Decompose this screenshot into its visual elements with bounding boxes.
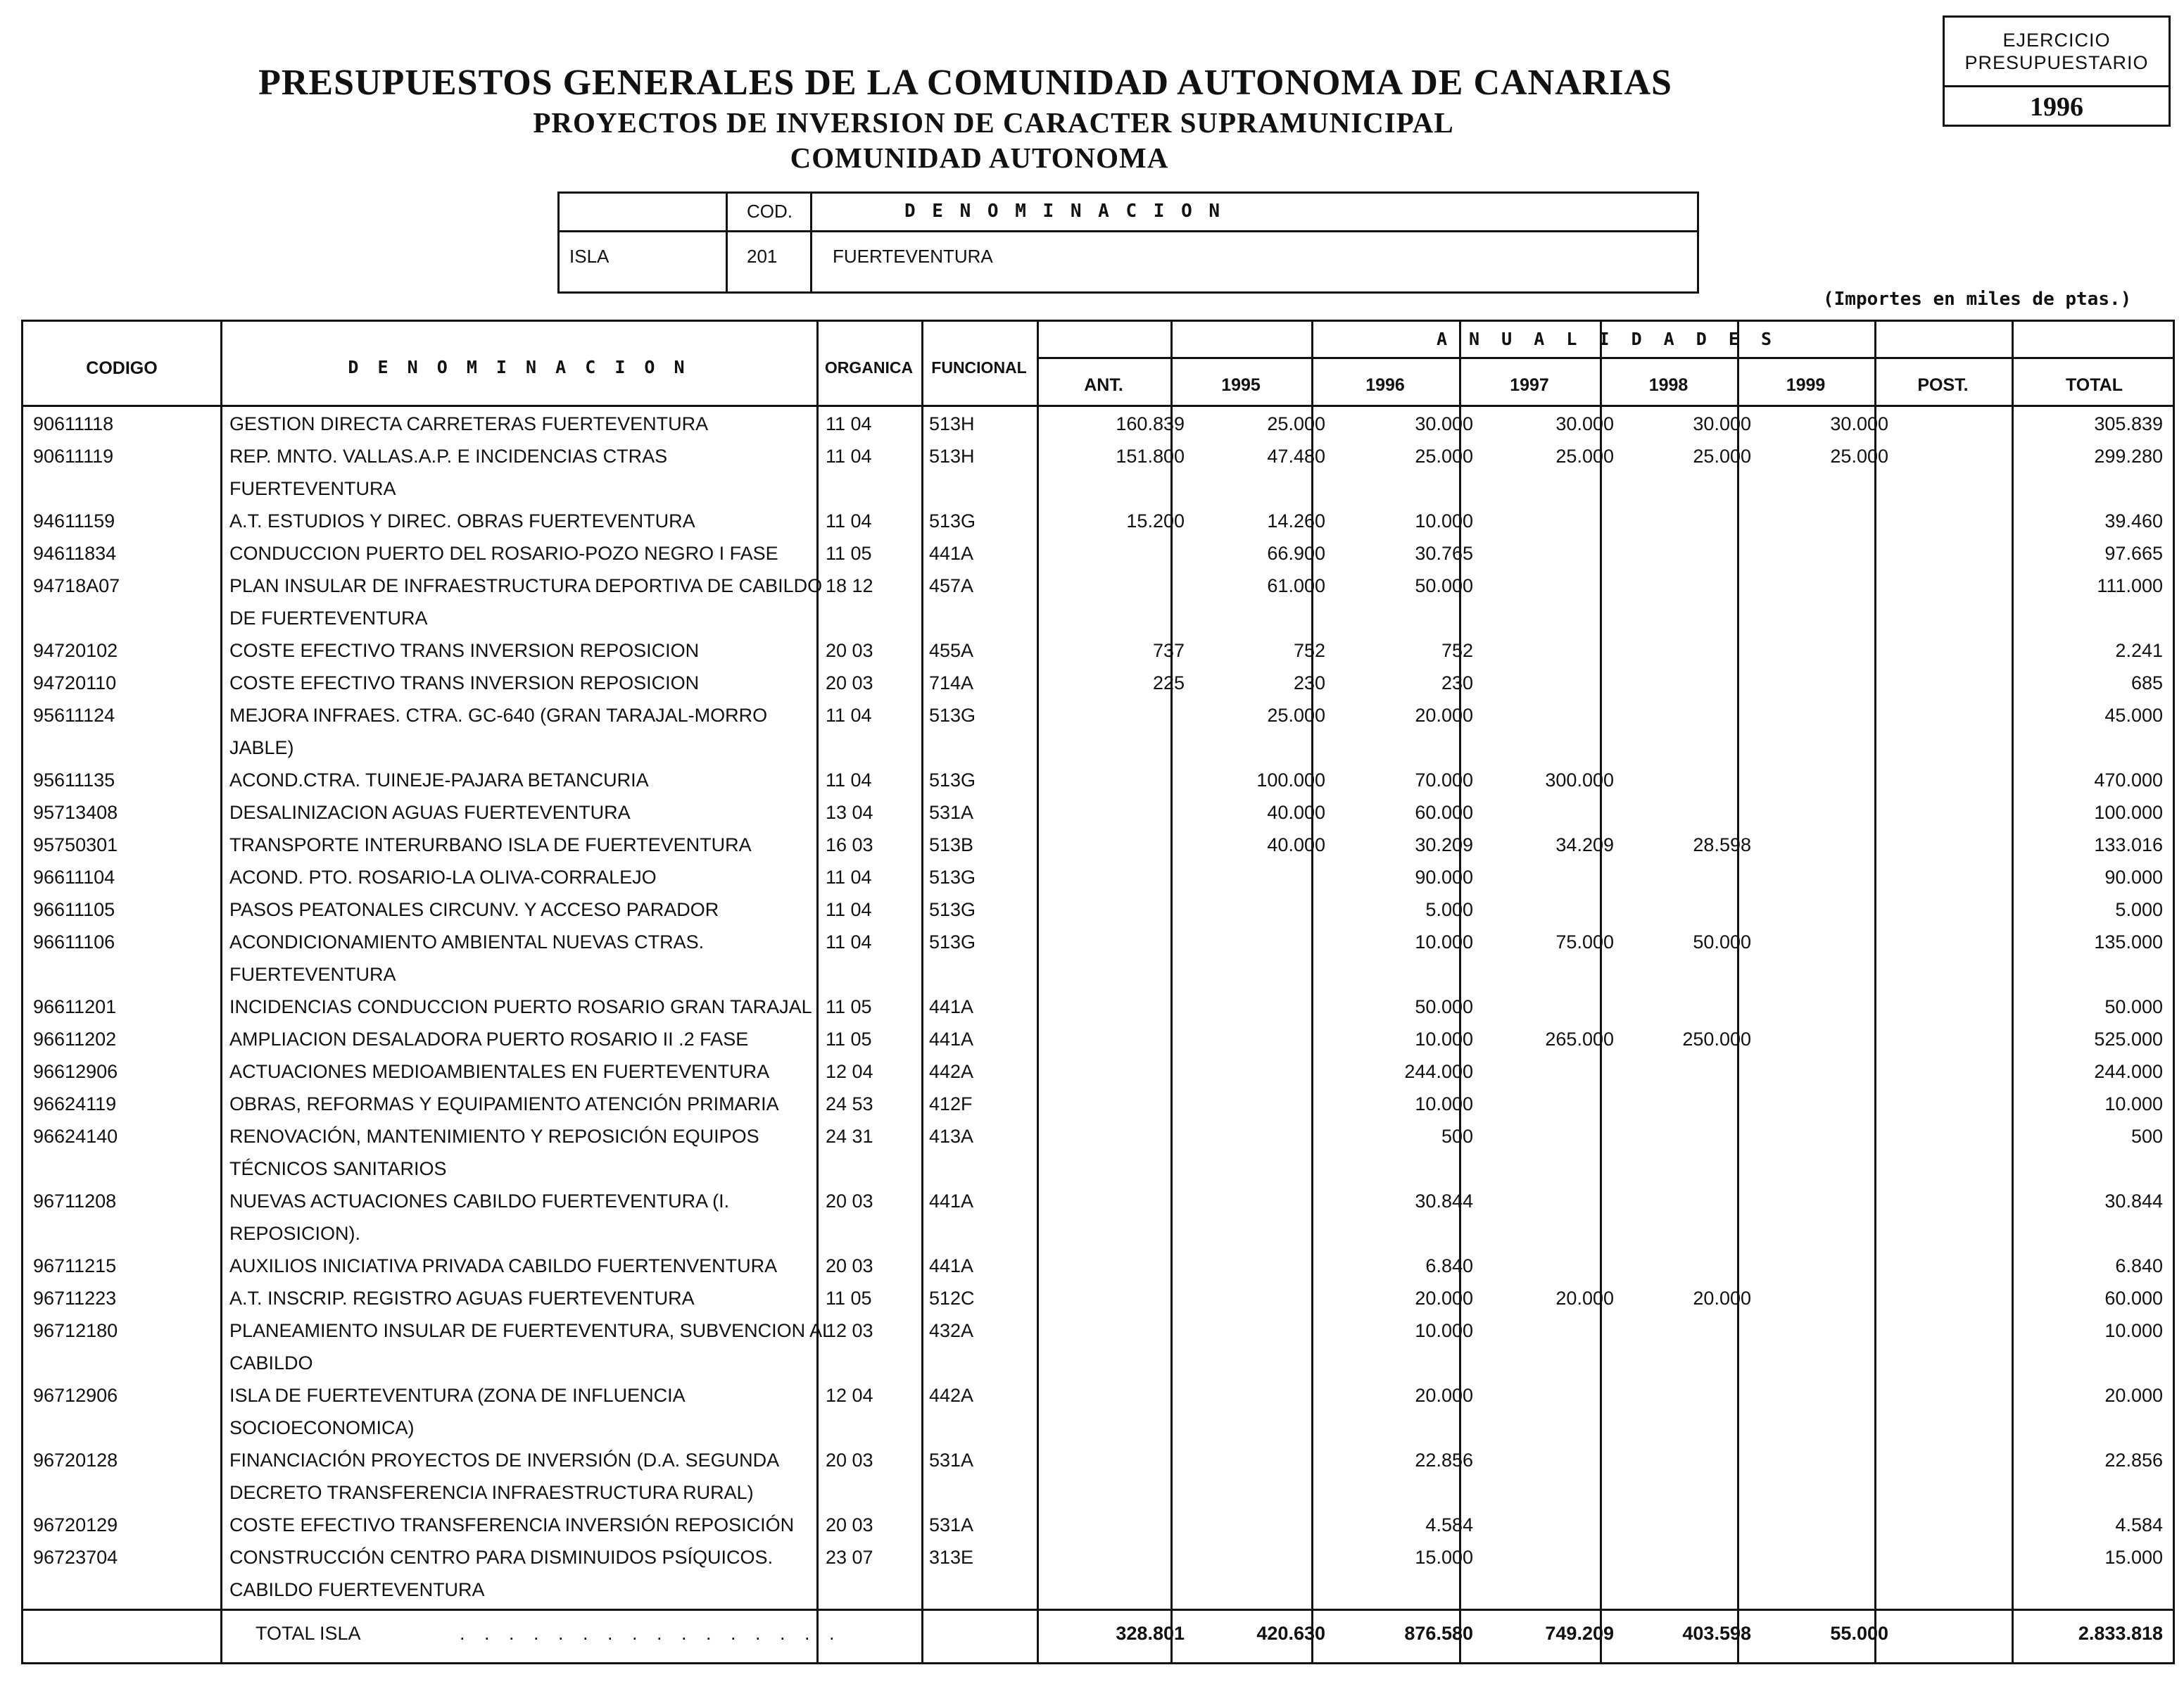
- cell-codigo: 96611106: [33, 931, 115, 953]
- isla-label: ISLA: [569, 246, 610, 267]
- cell-1996: 22.856: [1415, 1450, 1473, 1471]
- cell-ant: 160.839: [1116, 413, 1185, 434]
- cell-total: 500: [2131, 1126, 2163, 1147]
- cell-total: 6.840: [2115, 1255, 2163, 1276]
- total-1997: 749.209: [1545, 1623, 1614, 1644]
- cell-organica: 11 04: [826, 899, 872, 920]
- cell-denominacion: CONDUCCION PUERTO DEL ROSARIO-POZO NEGRO I FASE: [229, 543, 778, 564]
- page-subtitle-2: COMUNIDAD AUTONOMA: [790, 142, 1169, 174]
- cell-denominacion: COSTE EFECTIVO TRANS INVERSION REPOSICION: [229, 640, 700, 661]
- cell-1995: 40.000: [1267, 802, 1325, 823]
- cell-ant: 15.200: [1126, 510, 1185, 532]
- cell-organica: 11 04: [826, 705, 872, 726]
- cell-1996: 30.765: [1415, 543, 1473, 564]
- cell-total: 97.665: [2104, 543, 2163, 564]
- col-header-1995: 1995: [1221, 375, 1261, 395]
- col-header-post: POST.: [1917, 375, 1969, 395]
- cell-codigo: 96611202: [33, 1029, 117, 1050]
- cell-1997: 34.209: [1555, 834, 1614, 855]
- cell-total: 45.000: [2104, 705, 2163, 726]
- cell-1996: 10.000: [1415, 931, 1473, 953]
- cell-organica: 11 04: [826, 413, 872, 434]
- budget-table: [21, 320, 2175, 1664]
- cell-denominacion: A.T. INSCRIP. REGISTRO AGUAS FUERTEVENTURA: [229, 1288, 695, 1309]
- cell-1998: 25.000: [1693, 446, 1751, 467]
- cell-1995: 66.900: [1267, 543, 1325, 564]
- cell-funcional: 412F: [929, 1093, 973, 1114]
- cell-funcional: 513H: [929, 446, 975, 467]
- cell-funcional: 513G: [929, 770, 976, 791]
- cell-organica: 16 03: [826, 834, 873, 855]
- cell-total: 90.000: [2104, 867, 2163, 888]
- cell-denominacion: ACTUACIONES MEDIOAMBIENTALES EN FUERTEVENTURA: [229, 1061, 770, 1082]
- cell-1997: 25.000: [1555, 446, 1614, 467]
- cell-1996: 50.000: [1415, 575, 1473, 596]
- cell-organica: 11 05: [826, 996, 872, 1017]
- cell-organica: 11 04: [826, 931, 872, 953]
- cell-1996: 60.000: [1415, 802, 1473, 823]
- cell-codigo: 96612906: [33, 1061, 118, 1082]
- cell-denominacion: ACOND.CTRA. TUINEJE-PAJARA BETANCURIA: [229, 770, 649, 791]
- cell-total: 10.000: [2104, 1320, 2163, 1341]
- cell-total: 22.856: [2104, 1450, 2163, 1471]
- cell-codigo: 96624119: [33, 1093, 117, 1114]
- cell-total: 525.000: [2094, 1029, 2163, 1050]
- isla-den-header: D E N O M I N A C I O N: [904, 201, 1223, 222]
- total-1996: 876.580: [1404, 1623, 1473, 1644]
- cell-denominacion: TRANSPORTE INTERURBANO ISLA DE FUERTEVENTURA: [229, 834, 752, 855]
- cell-funcional: 714A: [929, 672, 974, 693]
- cell-denominacion: RENOVACIÓN, MANTENIMIENTO Y REPOSICIÓN EQUIPOS TÉCNICOS SANITARIOS: [229, 1126, 759, 1179]
- cell-codigo: 96712906: [33, 1385, 118, 1406]
- exercise-year: 1996: [2030, 92, 2083, 122]
- cell-1996: 20.000: [1415, 1288, 1473, 1309]
- cell-1996: 10.000: [1415, 1320, 1473, 1341]
- page-subtitle: PROYECTOS DE INVERSION DE CARACTER SUPRAMUNICIPAL: [533, 106, 1454, 139]
- cell-1997: 20.000: [1555, 1288, 1614, 1309]
- exercise-line1: EJERCICIO: [2002, 30, 2111, 51]
- cell-funcional: 512C: [929, 1288, 975, 1309]
- cell-codigo: 96611201: [33, 996, 117, 1017]
- cell-total: 60.000: [2104, 1288, 2163, 1309]
- cell-denominacion: PASOS PEATONALES CIRCUNV. Y ACCESO PARADOR: [229, 899, 719, 920]
- cell-total: 4.584: [2115, 1514, 2163, 1535]
- cell-1998: 250.000: [1682, 1029, 1751, 1050]
- cell-denominacion: ISLA DE FUERTEVENTURA (ZONA DE INFLUENCIA SOCIOECONOMICA): [229, 1385, 685, 1438]
- cell-1996: 25.000: [1415, 446, 1473, 467]
- cell-denominacion: COSTE EFECTIVO TRANS INVERSION REPOSICION: [229, 672, 700, 693]
- cell-1998: 30.000: [1693, 413, 1751, 434]
- cell-codigo: 96712180: [33, 1320, 118, 1341]
- isla-name: FUERTEVENTURA: [833, 246, 993, 267]
- cell-ant: 737: [1152, 640, 1185, 661]
- cell-1996: 30.844: [1415, 1191, 1473, 1212]
- cell-1996: 10.000: [1415, 1029, 1473, 1050]
- cell-organica: 23 07: [826, 1547, 873, 1568]
- cell-organica: 11 04: [826, 510, 872, 532]
- cell-funcional: 513H: [929, 413, 975, 434]
- cell-funcional: 513G: [929, 705, 976, 726]
- cell-denominacion: GESTION DIRECTA CARRETERAS FUERTEVENTURA: [229, 413, 709, 434]
- cell-codigo: 94718A07: [33, 575, 120, 596]
- cell-1996: 50.000: [1415, 996, 1473, 1017]
- total-label: TOTAL ISLA: [255, 1623, 361, 1644]
- cell-organica: 20 03: [826, 1191, 873, 1212]
- col-header-codigo: CODIGO: [86, 358, 158, 378]
- cell-1996: 10.000: [1415, 510, 1473, 532]
- cell-ant: 151.800: [1116, 446, 1185, 467]
- cell-total: 5.000: [2115, 899, 2163, 920]
- cell-funcional: 441A: [929, 543, 974, 564]
- col-header-anualidades: A N U A L I D A D E S: [1436, 329, 1778, 349]
- cell-1996: 90.000: [1415, 867, 1473, 888]
- col-header-1999: 1999: [1786, 375, 1826, 395]
- cell-1996: 20.000: [1415, 705, 1473, 726]
- total-1999: 55.000: [1830, 1623, 1888, 1644]
- cell-funcional: 313E: [929, 1547, 974, 1568]
- cell-denominacion: AUXILIOS INICIATIVA PRIVADA CABILDO FUERTENVENTURA: [229, 1255, 778, 1276]
- cell-funcional: 442A: [929, 1061, 974, 1082]
- cell-codigo: 95750301: [33, 834, 118, 855]
- cell-1997: 265.000: [1545, 1029, 1614, 1050]
- cell-total: 10.000: [2104, 1093, 2163, 1114]
- cell-funcional: 441A: [929, 1255, 974, 1276]
- cell-total: 470.000: [2094, 770, 2163, 791]
- cell-funcional: 413A: [929, 1126, 974, 1147]
- cell-total: 133.016: [2094, 834, 2163, 855]
- cell-ant: 225: [1152, 672, 1185, 693]
- cell-total: 15.000: [2104, 1547, 2163, 1568]
- cell-codigo: 96711208: [33, 1191, 117, 1212]
- cell-funcional: 457A: [929, 575, 974, 596]
- cell-total: 135.000: [2094, 931, 2163, 953]
- cell-codigo: 96624140: [33, 1126, 118, 1147]
- cell-1995: 61.000: [1267, 575, 1325, 596]
- cell-1998: 50.000: [1693, 931, 1751, 953]
- cell-1999: 25.000: [1830, 446, 1888, 467]
- cell-organica: 18 12: [826, 575, 873, 596]
- cell-funcional: 441A: [929, 1029, 974, 1050]
- exercise-line2: PRESUPUESTARIO: [1964, 52, 2149, 73]
- cell-codigo: 94611159: [33, 510, 115, 532]
- cell-organica: 11 05: [826, 543, 872, 564]
- cell-1995: 100.000: [1256, 770, 1325, 791]
- cell-codigo: 96720128: [33, 1450, 118, 1471]
- cell-organica: 11 05: [826, 1288, 872, 1309]
- cell-denominacion: COSTE EFECTIVO TRANSFERENCIA INVERSIÓN REPOSICIÓN: [229, 1514, 795, 1535]
- cell-1996: 5.000: [1425, 899, 1473, 920]
- cell-denominacion: NUEVAS ACTUACIONES CABILDO FUERTEVENTURA (I. REPOSICION).: [229, 1191, 730, 1244]
- cell-1998: 20.000: [1693, 1288, 1751, 1309]
- cell-funcional: 513B: [929, 834, 974, 855]
- cell-1996: 30.209: [1415, 834, 1473, 855]
- cell-codigo: 96723704: [33, 1547, 118, 1568]
- cell-funcional: 455A: [929, 640, 974, 661]
- cell-organica: 12 04: [826, 1061, 873, 1082]
- col-header-1998: 1998: [1648, 375, 1689, 395]
- cell-1997: 75.000: [1555, 931, 1614, 953]
- cell-1997: 300.000: [1545, 770, 1614, 791]
- cell-codigo: 90611119: [33, 446, 114, 467]
- cell-total: 100.000: [2094, 802, 2163, 823]
- page-title: PRESUPUESTOS GENERALES DE LA COMUNIDAD AUTONOMA DE CANARIAS: [258, 63, 1672, 103]
- cell-1999: 30.000: [1830, 413, 1888, 434]
- cell-codigo: 96611105: [33, 899, 115, 920]
- cell-denominacion: PLANEAMIENTO INSULAR DE FUERTEVENTURA, SUBVENCION AL CABILDO: [229, 1320, 833, 1374]
- total-ant: 328.801: [1116, 1623, 1185, 1644]
- cell-codigo: 90611118: [33, 413, 114, 434]
- cell-total: 299.280: [2094, 446, 2163, 467]
- cell-codigo: 95611124: [33, 705, 115, 726]
- cell-organica: 12 04: [826, 1385, 873, 1406]
- cell-funcional: 531A: [929, 1514, 974, 1535]
- cell-total: 39.460: [2104, 510, 2163, 532]
- total-1998: 403.598: [1682, 1623, 1751, 1644]
- cell-organica: 11 04: [826, 770, 872, 791]
- cell-organica: 20 03: [826, 640, 873, 661]
- cell-organica: 24 31: [826, 1126, 873, 1147]
- cell-codigo: 94720110: [33, 672, 117, 693]
- col-header-total: TOTAL: [2065, 375, 2123, 395]
- isla-cod: 201: [747, 246, 778, 267]
- col-header-organica: ORGANICA: [824, 358, 914, 377]
- cell-1995: 230: [1293, 672, 1325, 693]
- cell-organica: 11 04: [826, 867, 872, 888]
- cell-funcional: 513G: [929, 867, 976, 888]
- cell-denominacion: FINANCIACIÓN PROYECTOS DE INVERSIÓN (D.A. SEGUNDA DECRETO TRANSFERENCIA INFRAESTRUCTURA RURAL): [229, 1450, 778, 1503]
- cell-1996: 70.000: [1415, 770, 1473, 791]
- cell-organica: 12 03: [826, 1320, 873, 1341]
- cell-denominacion: CONSTRUCCIÓN CENTRO PARA DISMINUIDOS PSÍQUICOS. CABILDO FUERTEVENTURA: [229, 1547, 774, 1600]
- cell-1996: 752: [1441, 640, 1473, 661]
- cell-denominacion: INCIDENCIAS CONDUCCION PUERTO ROSARIO GRAN TARAJAL: [229, 996, 812, 1017]
- cell-denominacion: PLAN INSULAR DE INFRAESTRUCTURA DEPORTIVA DE CABILDO DE FUERTEVENTURA: [229, 575, 823, 629]
- cell-1995: 25.000: [1267, 705, 1325, 726]
- cell-funcional: 441A: [929, 996, 974, 1017]
- cell-1996: 4.584: [1425, 1514, 1473, 1535]
- cell-denominacion: MEJORA INFRAES. CTRA. GC-640 (GRAN TARAJAL-MORRO JABLE): [229, 705, 768, 758]
- cell-organica: 20 03: [826, 1255, 873, 1276]
- total-dots: . . . . . . . . . . . . . . . .: [460, 1623, 842, 1644]
- cell-1996: 10.000: [1415, 1093, 1473, 1114]
- col-header-denominacion: D E N O M I N A C I O N: [348, 357, 689, 377]
- cell-codigo: 96711215: [33, 1255, 117, 1276]
- cell-1998: 28.598: [1693, 834, 1751, 855]
- cell-total: 20.000: [2104, 1385, 2163, 1406]
- cell-total: 111.000: [2097, 575, 2163, 596]
- cell-denominacion: A.T. ESTUDIOS Y DIREC. OBRAS FUERTEVENTURA: [229, 510, 695, 532]
- cell-1996: 244.000: [1404, 1061, 1473, 1082]
- total-1995: 420.630: [1256, 1623, 1325, 1644]
- cell-1995: 25.000: [1267, 413, 1325, 434]
- cell-1995: 14.260: [1267, 510, 1325, 532]
- cell-1996: 30.000: [1415, 413, 1473, 434]
- cell-organica: 24 53: [826, 1093, 873, 1114]
- cell-funcional: 513G: [929, 899, 976, 920]
- cell-denominacion: AMPLIACION DESALADORA PUERTO ROSARIO II .2 FASE: [229, 1029, 749, 1050]
- cell-total: 30.844: [2104, 1191, 2163, 1212]
- cell-organica: 20 03: [826, 1450, 873, 1471]
- cell-denominacion: REP. MNTO. VALLAS.A.P. E INCIDENCIAS CTRAS FUERTEVENTURA: [229, 446, 668, 499]
- cell-total: 244.000: [2094, 1061, 2163, 1082]
- cell-denominacion: OBRAS, REFORMAS Y EQUIPAMIENTO ATENCIÓN PRIMARIA: [229, 1093, 779, 1114]
- cell-codigo: 95713408: [33, 802, 118, 823]
- cell-codigo: 96611104: [33, 867, 115, 888]
- cell-denominacion: ACONDICIONAMIENTO AMBIENTAL NUEVAS CTRAS. FUERTEVENTURA: [229, 931, 705, 985]
- cell-organica: 20 03: [826, 1514, 873, 1535]
- cell-total: 2.241: [2115, 640, 2163, 661]
- col-header-ant: ANT.: [1084, 375, 1123, 395]
- cell-1996: 20.000: [1415, 1385, 1473, 1406]
- cell-1996: 6.840: [1425, 1255, 1473, 1276]
- col-header-1996: 1996: [1365, 375, 1405, 395]
- cell-codigo: 95611135: [33, 770, 115, 791]
- cell-funcional: 531A: [929, 802, 974, 823]
- cell-funcional: 531A: [929, 1450, 974, 1471]
- cell-codigo: 94611834: [33, 543, 117, 564]
- cell-1995: 752: [1293, 640, 1325, 661]
- isla-box: [557, 191, 1699, 294]
- cell-funcional: 442A: [929, 1385, 974, 1406]
- cell-1996: 230: [1441, 672, 1473, 693]
- cell-1995: 47.480: [1267, 446, 1325, 467]
- cell-codigo: 96720129: [33, 1514, 118, 1535]
- cell-organica: 20 03: [826, 672, 873, 693]
- cell-total: 50.000: [2104, 996, 2163, 1017]
- cell-organica: 13 04: [826, 802, 873, 823]
- cell-codigo: 94720102: [33, 640, 118, 661]
- cell-organica: 11 04: [826, 446, 872, 467]
- cell-codigo: 96711223: [33, 1288, 117, 1309]
- cell-1995: 40.000: [1267, 834, 1325, 855]
- cell-1996: 500: [1441, 1126, 1473, 1147]
- cell-1997: 30.000: [1555, 413, 1614, 434]
- total-total: 2.833.818: [2078, 1623, 2163, 1644]
- cell-denominacion: ACOND. PTO. ROSARIO-LA OLIVA-CORRALEJO: [229, 867, 657, 888]
- cell-funcional: 513G: [929, 931, 976, 953]
- col-header-1997: 1997: [1510, 375, 1549, 395]
- cell-funcional: 441A: [929, 1191, 974, 1212]
- cell-total: 685: [2131, 672, 2163, 693]
- cell-funcional: 432A: [929, 1320, 974, 1341]
- cell-denominacion: DESALINIZACION AGUAS FUERTEVENTURA: [229, 802, 631, 823]
- cell-funcional: 513G: [929, 510, 976, 532]
- units-note: (Importes en miles de ptas.): [1823, 289, 2132, 310]
- cell-organica: 11 05: [826, 1029, 872, 1050]
- isla-cod-header: COD.: [747, 201, 793, 222]
- cell-1996: 15.000: [1415, 1547, 1473, 1568]
- cell-total: 305.839: [2094, 413, 2163, 434]
- col-header-funcional: FUNCIONAL: [931, 358, 1027, 377]
